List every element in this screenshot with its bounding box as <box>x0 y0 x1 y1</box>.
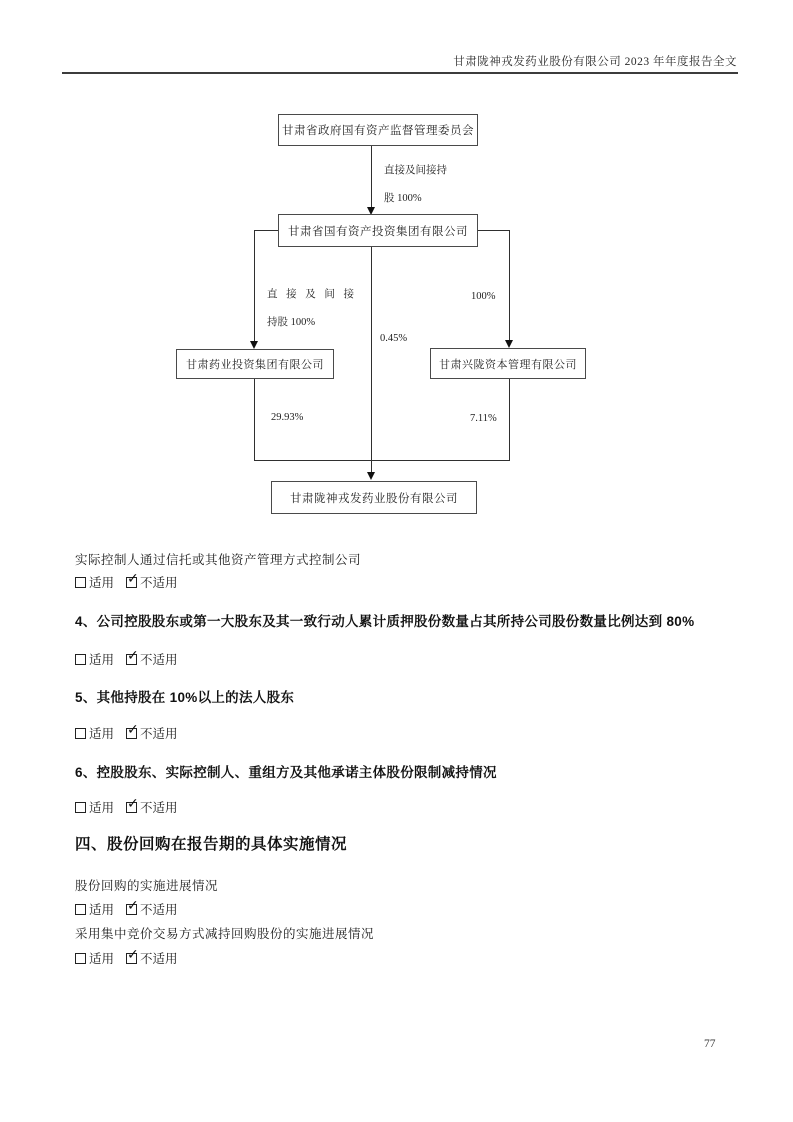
section5-title: 5、其他持股在 10%以上的法人股东 <box>75 690 295 705</box>
applicability-row-section6 <box>75 795 178 816</box>
connector-middle-right-v <box>509 230 510 341</box>
arrowhead-middle-bottom <box>367 472 375 480</box>
checkbox-label-not-applicable: 不适用 <box>140 801 178 815</box>
page-header-title: 甘肃陇神戎发药业股份有限公司 2023 年年度报告全文 <box>453 56 737 68</box>
checkbox-unchecked <box>75 904 86 915</box>
section4-title: 4、公司控股股东或第一大股东及其一致行动人累计质押股份数量占其所持公司股份数量比例达到 80% <box>75 614 695 629</box>
diagram-node-pharma-investment: 甘肃药业投资集团有限公司 <box>176 349 334 379</box>
checkbox-checked <box>126 795 139 813</box>
connector-middle-bottom <box>371 247 372 473</box>
edge-label-line1: 直接及间接持 <box>384 165 447 176</box>
edge-label-right-bottom: 7.11% <box>470 413 497 424</box>
connector-right-bottom <box>509 379 510 460</box>
connector-left-bottom <box>254 379 255 460</box>
checkbox-checked <box>126 570 139 588</box>
checkbox-label-not-applicable: 不适用 <box>140 576 178 590</box>
header-divider <box>62 72 738 74</box>
applicability-row-section5 <box>75 721 178 742</box>
diagram-node-investment-group: 甘肃省国有资产投资集团有限公司 <box>278 214 478 247</box>
checkbox-checked <box>126 647 139 665</box>
check-icon: ✓ <box>127 795 139 812</box>
connector-top-middle <box>371 146 372 208</box>
edge-label-middle-bottom: 0.45% <box>380 333 408 344</box>
checkbox-unchecked <box>75 577 86 588</box>
section6-title: 6、控股股东、实际控制人、重组方及其他承诺主体股份限制减持情况 <box>75 765 497 780</box>
edge-label-line2: 持股 100% <box>267 317 316 328</box>
checkbox-checked <box>126 897 139 915</box>
applicability-row-buyback <box>75 897 178 918</box>
section-iv-title: 四、股份回购在报告期的具体实施情况 <box>75 836 348 853</box>
diagram-node-xinglong-capital: 甘肃兴陇资本管理有限公司 <box>430 348 586 379</box>
check-icon: ✓ <box>127 721 139 738</box>
checkbox-label-applicable: 适用 <box>89 727 115 741</box>
checkbox-label-applicable: 适用 <box>89 576 115 590</box>
check-icon: ✓ <box>127 946 139 963</box>
checkbox-unchecked <box>75 654 86 665</box>
checkbox-label-applicable: 适用 <box>89 653 115 667</box>
applicability-row-section4 <box>75 647 178 668</box>
diagram-node-company: 甘肃陇神戎发药业股份有限公司 <box>271 481 477 514</box>
checkbox-checked <box>126 721 139 739</box>
buyback-progress-label: 股份回购的实施进展情况 <box>75 879 219 893</box>
connector-join-horizontal <box>254 460 510 461</box>
applicability-row-reduction <box>75 946 178 967</box>
connector-middle-left-v <box>254 230 255 342</box>
edge-label-left-bottom: 29.93% <box>271 412 304 423</box>
checkbox-unchecked <box>75 802 86 813</box>
trust-control-label: 实际控制人通过信托或其他资产管理方式控制公司 <box>75 553 362 567</box>
edge-label-middle-right: 100% <box>471 291 496 302</box>
diagram-node-sasac: 甘肃省政府国有资产监督管理委员会 <box>278 114 478 146</box>
check-icon: ✓ <box>127 570 139 587</box>
checkbox-label-applicable: 适用 <box>89 952 115 966</box>
page-number: 77 <box>704 1038 716 1050</box>
checkbox-label-not-applicable: 不适用 <box>140 903 178 917</box>
applicability-row-trust <box>75 570 178 591</box>
checkbox-label-applicable: 适用 <box>89 801 115 815</box>
check-icon: ✓ <box>127 647 139 664</box>
checkbox-label-not-applicable: 不适用 <box>140 952 178 966</box>
checkbox-checked <box>126 946 139 964</box>
edge-label-line2: 股 100% <box>384 193 422 204</box>
checkbox-label-applicable: 适用 <box>89 903 115 917</box>
edge-label-middle-left <box>267 286 357 329</box>
checkbox-unchecked <box>75 953 86 964</box>
edge-label-line1: 直 接 及 间 接 <box>267 289 357 300</box>
edge-label-top-middle <box>384 162 447 205</box>
arrowhead-middle-left <box>250 341 258 349</box>
connector-middle-right-h <box>478 230 510 231</box>
checkbox-label-not-applicable: 不适用 <box>140 727 178 741</box>
checkbox-unchecked <box>75 728 86 739</box>
buyback-reduction-label: 采用集中竞价交易方式减持回购股份的实施进展情况 <box>75 927 375 941</box>
connector-middle-left-h <box>254 230 278 231</box>
arrowhead-middle-right <box>505 340 513 348</box>
checkbox-label-not-applicable: 不适用 <box>140 653 178 667</box>
check-icon: ✓ <box>127 897 139 914</box>
